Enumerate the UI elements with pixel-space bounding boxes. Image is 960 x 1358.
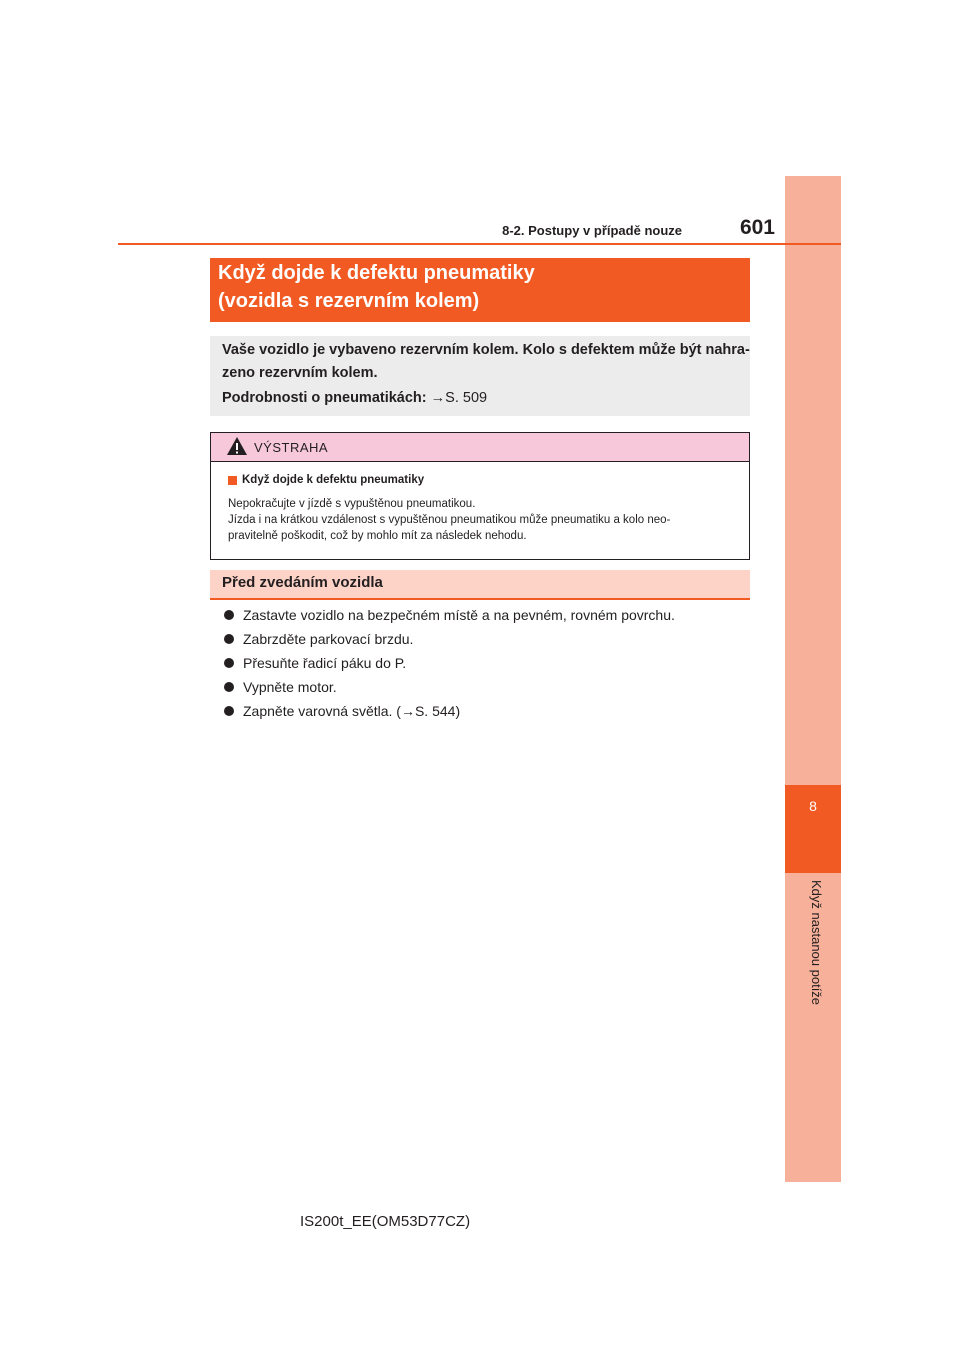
warning-text-line3: pravitelně poškodit, což by mohlo mít za následek nehodu. xyxy=(228,530,527,542)
list-item xyxy=(224,679,337,695)
bullet-dot-icon xyxy=(224,658,234,668)
list-item-text: Zabrzděte parkovací brzdu. xyxy=(243,631,414,647)
bullet-dot-icon xyxy=(224,634,234,644)
page-title-line2: (vozidla s rezervním kolem) xyxy=(218,290,480,312)
header-divider xyxy=(118,243,841,245)
warning-triangle-icon xyxy=(226,436,248,456)
page-title-line1: Když dojde k defektu pneumatiky xyxy=(218,262,535,284)
list-item-text: Vypněte motor. xyxy=(243,679,337,695)
bullet-dot-icon xyxy=(224,610,234,620)
section-heading: Před zvedáním vozidla xyxy=(222,574,383,591)
intro-details-label: Podrobnosti o pneumatikách: xyxy=(222,390,431,406)
chapter-number: 8 xyxy=(809,798,817,814)
page-number: 601 xyxy=(739,216,775,239)
list-item xyxy=(224,631,413,647)
tire-details-reference-link[interactable]: →S. 509 xyxy=(430,390,488,406)
header-section-title: 8-2. Postupy v případě nouze xyxy=(502,223,682,238)
bullet-dot-icon xyxy=(224,682,234,692)
list-item xyxy=(224,703,460,719)
intro-details xyxy=(222,390,487,406)
chapter-title: Když nastanou potíže xyxy=(809,880,824,1006)
list-item-text: Zastavte vozidlo na bezpečném místě a na pevném, rovném povrchu. xyxy=(243,607,675,623)
warning-subtitle: Když dojde k defektu pneumatiky xyxy=(242,474,425,486)
intro-text-line1: Vaše vozidlo je vybaveno rezervním kolem. Kolo s defektem může být nahra- xyxy=(222,342,750,358)
list-item xyxy=(224,607,675,623)
list-item xyxy=(224,655,406,671)
warning-square-bullet xyxy=(228,476,237,485)
warning-text-line1: Nepokračujte v jízdě s vypuštěnou pneumatikou. xyxy=(228,498,476,510)
footer-model-code: IS200t_EE(OM53D77CZ) xyxy=(300,1213,471,1230)
list-item-text: Přesuňte řadicí páku do P. xyxy=(243,655,407,671)
intro-text-line2: zeno rezervním kolem. xyxy=(222,365,378,381)
warning-label: VÝSTRAHA xyxy=(254,440,329,455)
bullet-dot-icon xyxy=(224,706,234,716)
list-item-text: Zapněte varovná světla. (→S. 544) xyxy=(243,703,461,719)
warning-text-line2: Jízda i na krátkou vzdálenost s vypuštěnou pneumatikou může pneumatiku a kolo neo- xyxy=(228,514,671,526)
